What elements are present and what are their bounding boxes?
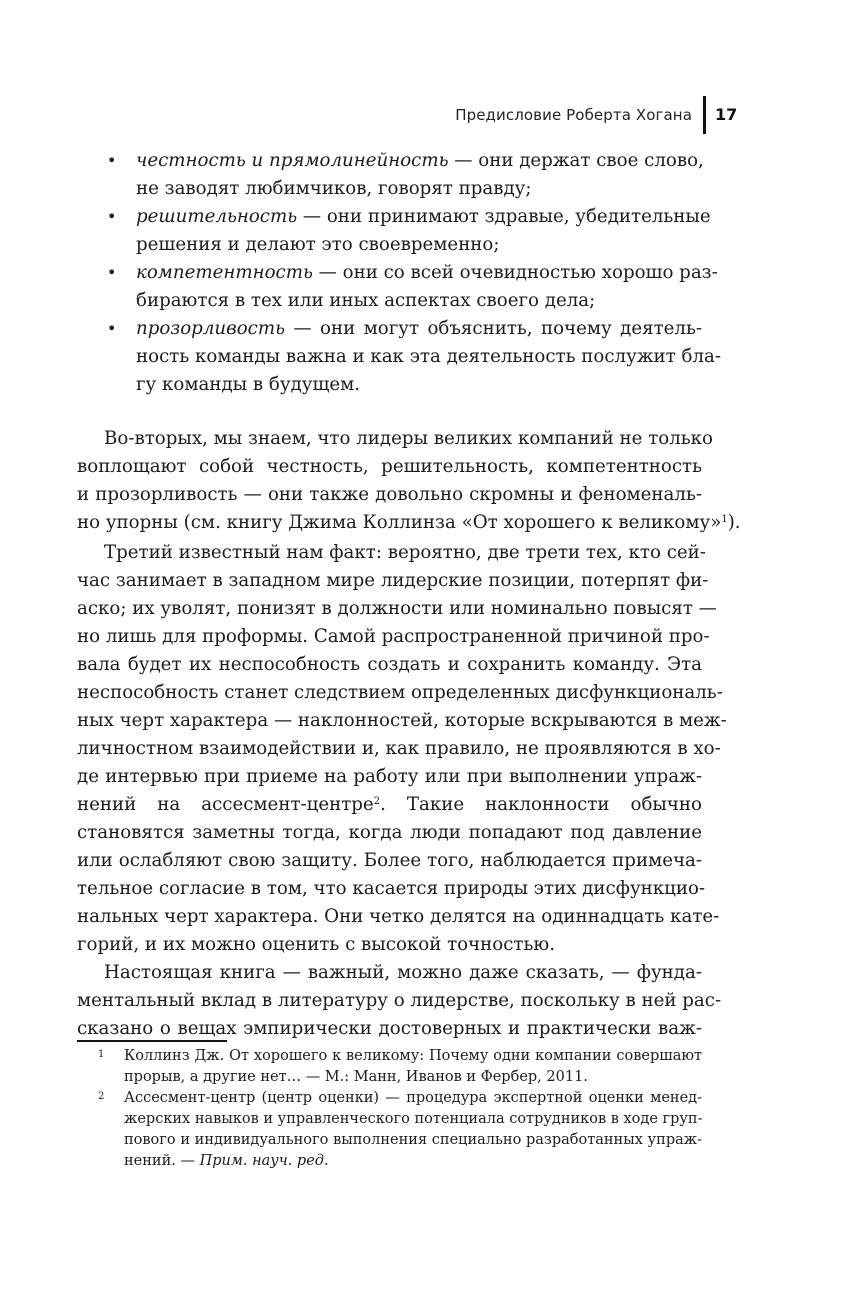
- list-item-continuation: гу команды в будущем.: [136, 374, 361, 395]
- footnote-text: прорыв, а другие нет… — М.: Манн, Иванов и Фербер, 2011.: [124, 1069, 588, 1085]
- editor-note: Прим. науч. ред.: [199, 1153, 329, 1169]
- list-item: компетентность — они со всей очевидностью хорошо раз-: [136, 262, 718, 283]
- list-item-continuation: решения и делают это своевременно;: [136, 234, 500, 255]
- footnote-text: Ассесмент-центр (центр оценки) — процедура экспертной оценки менед-: [124, 1090, 702, 1106]
- list-item: прозорливость — они могут объяснить, почему деятель-: [136, 318, 702, 339]
- list-item-continuation: ность команды важна и как эта деятельность послужит бла-: [136, 346, 722, 367]
- list-item-continuation: не заводят любимчиков, говорят правду;: [136, 178, 532, 199]
- bullet-icon: •: [107, 319, 117, 338]
- footnote-mark: 1: [98, 1049, 105, 1060]
- running-head-divider: [703, 96, 706, 134]
- list-item-term: компетентность: [136, 262, 313, 283]
- bullet-icon: •: [107, 151, 117, 170]
- list-item-term: прозорливость: [136, 318, 285, 339]
- footnote-ref[interactable]: 1: [721, 514, 728, 525]
- footnote-text: пового и индивидуального выполнения специально разработанных упраж-: [124, 1132, 702, 1148]
- list-item-term: честность и прямолинейность: [136, 150, 449, 171]
- list-item-term: решительность: [136, 206, 298, 227]
- running-head: [455, 96, 740, 136]
- footnote-text: жерских навыков и управленческого потенциала сотрудников в ходе груп-: [124, 1111, 703, 1127]
- running-title: Предисловие Роберта Хогана: [455, 106, 692, 124]
- list-item-continuation: бираются в тех или иных аспектах своего дела;: [136, 290, 596, 311]
- bullet-icon: •: [107, 207, 117, 226]
- footnote-text: нений. — Прим. науч. ред.: [124, 1153, 329, 1169]
- list-item: решительность — они принимают здравые, убедительные: [136, 206, 711, 227]
- bullet-icon: •: [107, 263, 117, 282]
- page-number: 17: [715, 105, 738, 124]
- book-page: Предисловие Роберта Хогана 17 • честность и прямолинейность — они держат свое слово, не заводят любимчиков, говорят правду; • решительность — они принимают здравые, убедительные решения и делают это своевременно; • компетентность — они со всей очевидностью хорошо раз- бираются в тех или иных аспектах своего дела; • прозорливость — они могут объяснить, почему деятель- ность команды важна и как эта деятельность послужит бла- гу команды в будущем. Во-вторых, мы знаем, что лидеры великих компаний не только воплощают собой честность, решительность, компетентность и прозорливость — они также довольно скромны и феноменаль- но упорны (см. книгу Джима Коллинза «От хорошего к великому»$^1$). Третий известный нам факт: вероятно, две трети тех, кто сей- час занимает в западном мире лидерские позиции, потерпят фи- аско; их уволят, понизят в должности или номинально повысят — но лишь для проформы. Самой распространенной причиной про- вала будет их неспособность создать и сохранить команду. Эта неспособность станет следствием определенных дисфункциональ- ных черт характера — наклонностей, которые вскрываются в меж- личностном взаимодействии и, как правило, не проявляются в хо- де интервью при приеме на работу или при выполнении упраж- нений на ассесмент-центре$^2$. Такие наклонности обычно становятся заметны тогда, когда люди попадают под давление или ослабляют свою защиту. Более того, наблюдается примеча- тельное согласие в том, что касается природы этих дисфункцио- нальных черт характера. Они четко делятся на одиннадцать кате- горий, и их можно оценить с высокой точностью. Настоящая книга — важный, можно даже сказать, — фунда- ментальный вклад в литературу о лидерстве, поскольку в ней рас- сказано о вещах эмпирически достоверных и практически важ- 1 Коллинз Дж. От хорошего к великому: Почему одни компании совершают прорыв, а другие нет… — М.: Манн, Иванов и Фербер, 2011. 2 Ассесмент-центр (центр оценки) — процедура экспертной оценки менед- жерских навыков и управленческого потенциала сотрудников в ходе груп- пового и индивидуального выполнения специально разработанных упраж- нений. — Прим. науч. ред.: [0, 0, 862, 1299]
- list-item: честность и прямолинейность — они держат свое слово,: [136, 150, 704, 171]
- footnote-ref[interactable]: 2: [373, 796, 381, 807]
- footnote-mark: 2: [98, 1091, 105, 1102]
- footnote-divider: [77, 1040, 227, 1042]
- footnote-text: Коллинз Дж. От хорошего к великому: Почему одни компании совершают: [124, 1048, 702, 1064]
